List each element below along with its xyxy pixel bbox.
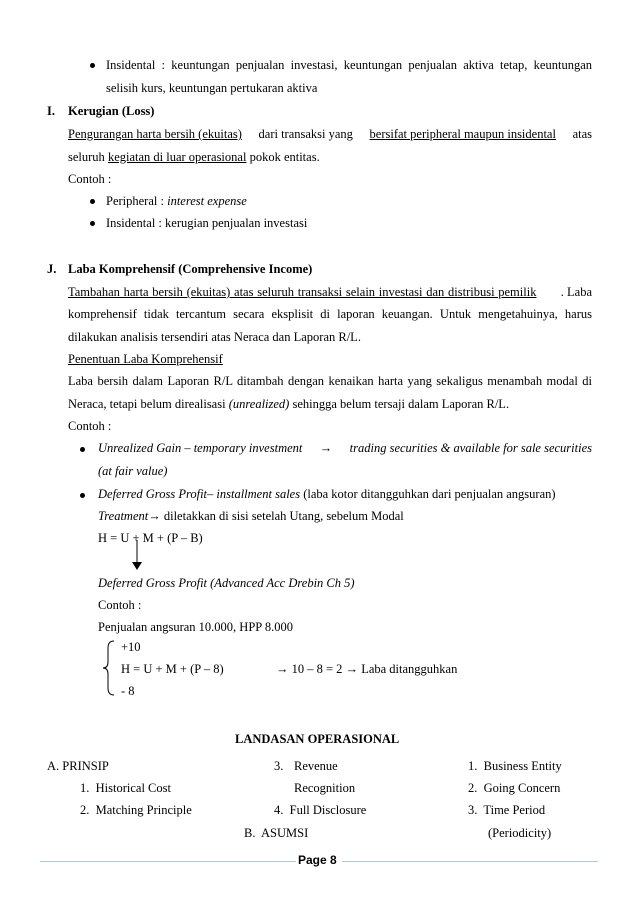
result-value: 10 – 8 = 2	[291, 662, 343, 676]
bullet-icon	[80, 447, 85, 452]
section-i-definition-line-1	[68, 127, 592, 142]
footer-divider-left	[40, 861, 296, 862]
section-i-contoh: Contoh :	[68, 172, 112, 186]
definition-text-2: atas	[569, 127, 592, 141]
arrow-right-icon: →	[148, 509, 161, 523]
section-j-bullet-1-line-1	[98, 441, 592, 456]
equation-2: H = U + M + (P – 8)	[121, 662, 224, 676]
section-i-heading: Kerugian (Loss)	[68, 104, 155, 118]
result-line	[276, 662, 457, 677]
insidental-line-1: Insidental : keuntungan penjualan investasi, keuntungan penjualan aktiva tetap, keuntungan	[106, 58, 592, 72]
minus-value: - 8	[121, 684, 135, 698]
section-j-para-line-3: dilakukan analisis tersendiri atas Neraca dan Laporan R/L.	[68, 330, 361, 344]
section-j-bullet-2	[98, 487, 556, 502]
bullet-1-italic: interest expense	[167, 194, 247, 208]
prinsip-label: A. PRINSIP	[47, 759, 109, 773]
prinsip-item-1: 1. Historical Cost	[80, 781, 171, 795]
definition-text-4: pokok entitas.	[246, 150, 320, 164]
definition-text-1: dari transaksi yang	[255, 127, 357, 141]
prinsip-item-3-line-1: Revenue	[294, 759, 338, 773]
footer-divider-right	[342, 861, 598, 862]
plus-value: +10	[121, 640, 141, 654]
asumsi-item-2: 2. Going Concern	[468, 781, 561, 795]
contoh-2: Contoh :	[98, 598, 142, 612]
section-j-para-line-2: komprehensif tidak tercantum secara eksplisit di laporan keuangan. Untuk mengetahuinya, harus	[68, 307, 592, 321]
arrow-right-icon: →	[319, 441, 333, 455]
bullet-icon	[90, 199, 95, 204]
section-i-definition-line-2	[68, 150, 320, 165]
prinsip-item-3-line-2: Recognition	[294, 781, 356, 795]
definition-underlined-2: bersifat peripheral maupun insidental	[369, 127, 556, 141]
bullet-1-label: Peripheral :	[106, 194, 168, 208]
deferred-gross-profit-desc: (laba kotor ditangguhkan dari penjualan angsuran)	[300, 487, 556, 501]
prinsip-item-4: 4. Full Disclosure	[274, 803, 367, 817]
section-i-letter: I.	[47, 104, 55, 118]
treatment-line	[98, 509, 404, 524]
unrealized-gain-label: Unrealized Gain – temporary investment	[98, 441, 303, 455]
example-line: Penjualan angsuran 10.000, HPP 8.000	[98, 620, 294, 634]
section-i-bullet-1	[106, 194, 247, 209]
arrow-down-icon	[131, 540, 143, 570]
equation-1: H = U + M + (P – B)	[98, 531, 203, 545]
para-underlined: Tambahan harta bersih (ekuitas) atas seluruh transaksi selain investasi dan distribusi pemilik	[68, 285, 537, 299]
insidental-line-2: selisih kurs, keuntungan pertukaran aktiva	[106, 81, 318, 95]
treatment-label: Treatment	[98, 509, 149, 523]
prinsip-item-2: 2. Matching Principle	[80, 803, 192, 817]
asumsi-item-3: 3. Time Period	[468, 803, 546, 817]
section-i-bullet-2: Insidental : kerugian penjualan investasi	[106, 216, 308, 230]
para-text: . Laba	[560, 285, 592, 299]
page-number: Page 8	[298, 853, 337, 867]
para5-text-2: sehingga belum tersaji dalam Laporan R/L.	[289, 397, 510, 411]
definition-underlined-3: kegiatan di luar operasional	[107, 150, 247, 164]
bullet-icon	[80, 493, 85, 498]
deferred-gross-profit-reference: Deferred Gross Profit (Advanced Acc Drebin Ch 5)	[98, 576, 355, 590]
landasan-title: LANDASAN OPERASIONAL	[235, 732, 400, 746]
result-label: Laba ditangguhkan	[361, 662, 458, 676]
asumsi-label: B. ASUMSI	[244, 826, 309, 840]
section-j-letter: J.	[47, 262, 57, 276]
prinsip-item-3-num: 3.	[274, 759, 284, 773]
deferred-gross-profit-label: Deferred Gross Profit– installment sales	[98, 487, 301, 501]
section-j-subheading: Penentuan Laba Komprehensif	[68, 352, 223, 366]
section-j-bullet-1-line-2: (at fair value)	[98, 464, 168, 478]
asumsi-item-1: 1. Business Entity	[468, 759, 562, 773]
section-j-contoh: Contoh :	[68, 419, 112, 433]
curly-brace-icon	[102, 640, 116, 696]
definition-underlined-1: Pengurangan harta bersih (ekuitas)	[68, 127, 242, 141]
section-j-heading: Laba Komprehensif (Comprehensive Income)	[68, 262, 313, 276]
section-j-para-line-5	[68, 397, 509, 412]
definition-text-3: seluruh	[68, 150, 108, 164]
bullet-icon	[90, 63, 95, 68]
section-j-para-line-4: Laba bersih dalam Laporan R/L ditambah dengan kenaikan harta yang sekaligus menambah modal di	[68, 374, 592, 388]
asumsi-item-3-cont: (Periodicity)	[488, 826, 552, 840]
trading-securities-label: trading securities & available for sale securities	[349, 441, 592, 455]
arrow-right-icon: →	[276, 662, 289, 676]
bullet-icon	[90, 221, 95, 226]
para5-text-1: Neraca, tetapi belum direalisasi	[68, 397, 229, 411]
treatment-desc: diletakkan di sisi setelah Utang, sebelum Modal	[160, 509, 404, 523]
section-j-para-line-1	[68, 285, 592, 300]
arrow-right-icon: →	[345, 662, 359, 676]
para5-italic: (unrealized)	[228, 397, 290, 411]
